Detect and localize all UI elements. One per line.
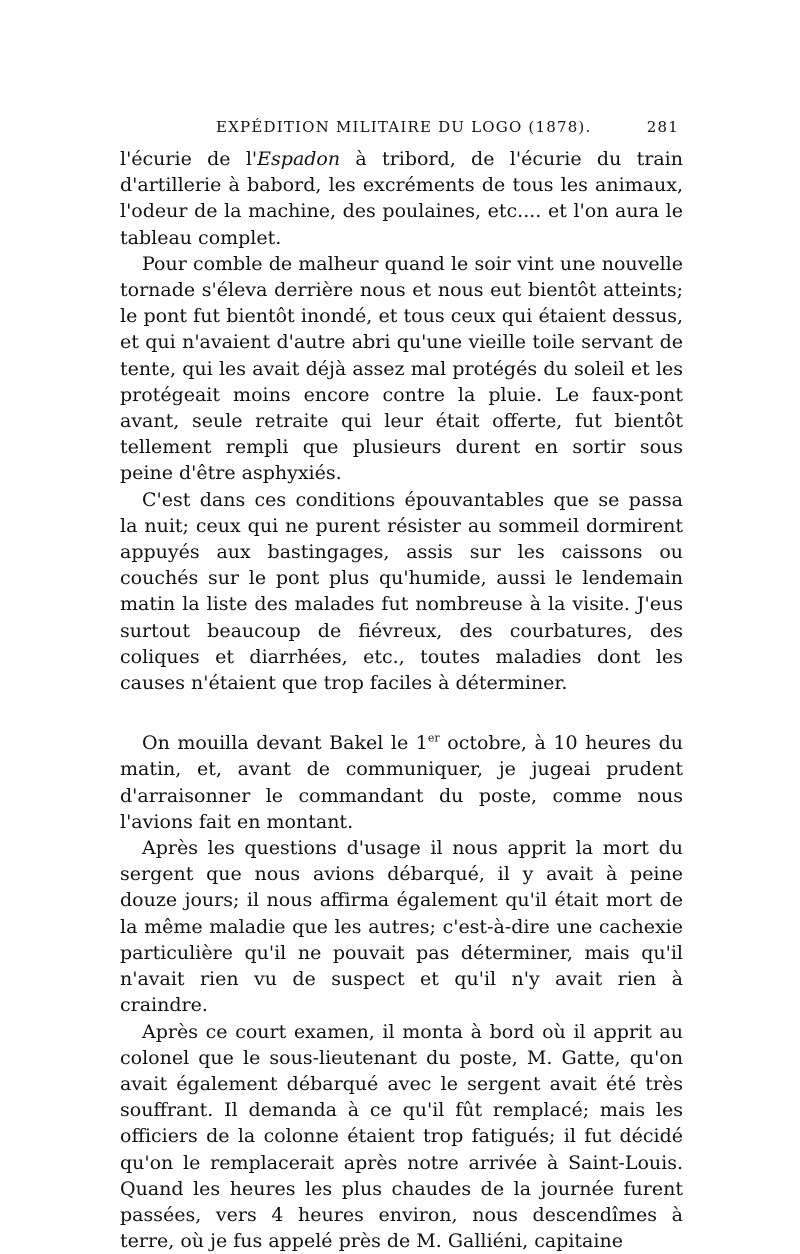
date-superscript: er [428, 732, 440, 745]
paragraph-4-end: octobre, à 10 heures du matin, et, avant de communiquer, je jugeai prudent d'arraisonner le commandant du poste, comme nous l'avions fait en montant. [120, 732, 683, 833]
paragraph-1 [120, 146, 683, 251]
page-number: 281 [647, 118, 679, 136]
section-break [120, 696, 683, 730]
paragraph-6: Après ce court examen, il monta à bord où il apprit au colonel que le sous-lieutenant du poste, M. Gatte, qu'on avait également débarqué avec le sergent avait été très souffrant. Il demanda à ce qu'il fût remplacé; mais les officiers de la colonne étaient trop fatigués; il fut décidé qu'on le remplacerait après notre arrivée à Saint-Louis. Quand les heures les plus chaudes de la journée furent passées, vers 4 heures environ, nous descendîmes à terre, où je fus appelé près de M. Galliéni, capitaine [120, 1019, 683, 1254]
paragraph-4-start: On mouilla devant Bakel le 1 [142, 732, 428, 754]
paragraph-5: Après les questions d'usage il nous apprit la mort du sergent que nous avions débarqué, il y avait à peine douze jours; il nous affirma également qu'il était mort de la même maladie que les autres; c'est-à-dire une cachexie particulière qu'il ne pouvait pas déterminer, mais qu'il n'avait rien vu de suspect et qu'il n'y avait rien à craindre. [120, 835, 683, 1018]
ship-name: Espadon [257, 148, 340, 170]
paragraph-2: Pour comble de malheur quand le soir vint une nouvelle tornade s'éleva derrière nous et nous eut bientôt atteints; le pont fut bientôt inondé, et tous ceux qui étaient dessus, et qui n'avaient d'autre abri qu'une vieille toile servant de tente, qui les avait déjà assez mal protégés du soleil et les protégeait moins encore contre la pluie. Le faux-pont avant, seule retraite qui leur était offerte, fut bientôt tellement rempli que plusieurs durent en sortir sous peine d'être asphyxiés. [120, 251, 683, 487]
running-head [120, 118, 683, 146]
running-title: EXPÉDITION MILITAIRE DU LOGO (1878). [216, 118, 591, 136]
paragraph-1-start: l'écurie de l' [120, 148, 257, 170]
paragraph-4 [120, 730, 683, 835]
paragraph-1-end: à tribord, de l'écurie du train d'artillerie à babord, les excréments de tous les animaux, l'odeur de la machine, des poulaines, etc.... et l'on aura le tableau complet. [120, 148, 683, 249]
paragraph-3: C'est dans ces conditions épouvantables que se passa la nuit; ceux qui ne purent résister au sommeil dormirent appuyés aux bastingages, assis sur les caissons ou couchés sur le pont plus qu'humide, aussi le lendemain matin la liste des malades fut nombreuse à la visite. J'eus surtout beaucoup de fiévreux, des courbatures, des coliques et diarrhées, etc., toutes maladies dont les causes n'étaient que trop faciles à déterminer. [120, 487, 683, 697]
book-page [120, 118, 683, 1254]
